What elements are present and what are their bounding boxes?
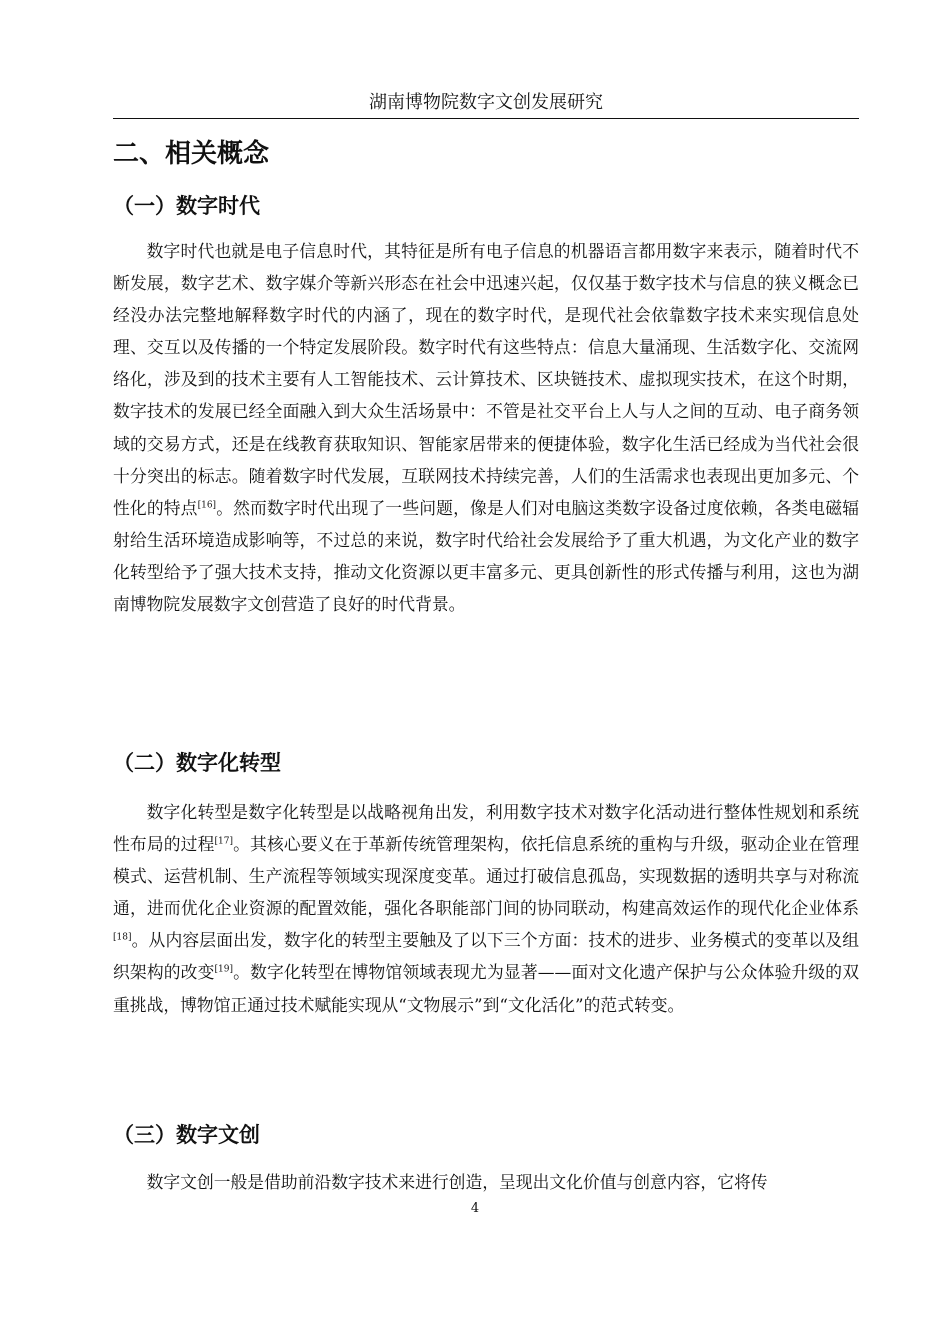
paragraph-text: 数字文创一般是借助前沿数字技术来进行创造，呈现出文化价值与创意内容，它将传 (146, 1172, 768, 1192)
header-rule (113, 118, 859, 119)
subsection-title-digital-transformation: （二）数字化转型 (113, 751, 281, 775)
paragraph-text: 。其核心要义在于革新传统管理架构，依托信息系统的重构与升级，驱动企业在管理模式、运营机制、生产流程等领域实现深度变革。通过打破信息孤岛，实现数据的透明共享与对称流通，进而优化企业资源的配置效能，强化各职能部门间的协同联动，构建高效运作的现代化企业体系 (113, 834, 859, 919)
paragraph-digital-era (113, 235, 859, 620)
citation-ref: [19] (214, 964, 234, 975)
subsection-title-digital-creative: （三）数字文创 (113, 1123, 260, 1147)
citation-ref: [18] (113, 932, 132, 943)
paragraph-text: 。数字化转型在博物馆领域表现尤为显著——面对文化遗产保护与公众体验升级的双重挑战，博物馆正通过技术赋能实现从“文物展示”到“文化活化”的范式转变。 (113, 962, 859, 1015)
paragraph-text: 。然而数字时代出现了一些问题，像是人们对电脑这类数字设备过度依赖，各类电磁辐射给生活环境造成影响等，不过总的来说，数字时代给社会发展给予了重大机遇，为文化产业的数字化转型给予了强大技术支持，推动文化资源以更丰富多元、更具创新性的形式传播与利用，这也为湖南博物院发展数字文创营造了良好的时代背景。 (113, 497, 859, 615)
paragraph-digital-creative (113, 1166, 859, 1198)
citation-ref: [16] (197, 500, 217, 511)
paragraph-text: 数字化转型是数字化转型是以战略视角出发，利用数字技术对数字化活动进行整体性规划和系统性布局的过程 (113, 802, 859, 855)
page-number: 4 (470, 1201, 480, 1216)
section-title: 二、相关概念 (113, 139, 270, 169)
paragraph-text: 数字时代也就是电子信息时代，其特征是所有电子信息的机器语言都用数字来表示，随着时代不断发展，数字艺术、数字媒介等新兴形态在社会中迅速兴起，仅仅基于数字技术与信息的狭义概念已经没办法完整地解释数字时代的内涵了，现在的数字时代，是现代社会依靠数字技术来实现信息处理、交互以及传播的一个特定发展阶段。数字时代有这些特点：信息大量涌现、生活数字化、交流网络化，涉及到的技术主要有人工智能技术、云计算技术、区块链技术、虚拟现实技术，在这个时期，数字技术的发展已经全面融入到大众生活场景中：不管是社交平台上人与人之间的互动、电子商务领域的交易方式，还是在线教育获取知识、智能家居带来的便捷体验，数字化生活已经成为当代社会很十分突出的标志。随着数字时代发展，互联网技术持续完善，人们的生活需求也表现出更加多元、个性化的特点 (113, 241, 859, 518)
citation-ref: [17] (214, 836, 233, 847)
running-header: 湖南博物院数字文创发展研究 (369, 92, 603, 113)
subsection-title-digital-era: （一）数字时代 (113, 194, 260, 218)
paragraph-text: 。从内容层面出发，数字化的转型主要触及了以下三个方面：技术的进步、业务模式的变革以及组织架构的改变 (113, 930, 859, 983)
paragraph-digital-transformation (113, 796, 859, 1021)
